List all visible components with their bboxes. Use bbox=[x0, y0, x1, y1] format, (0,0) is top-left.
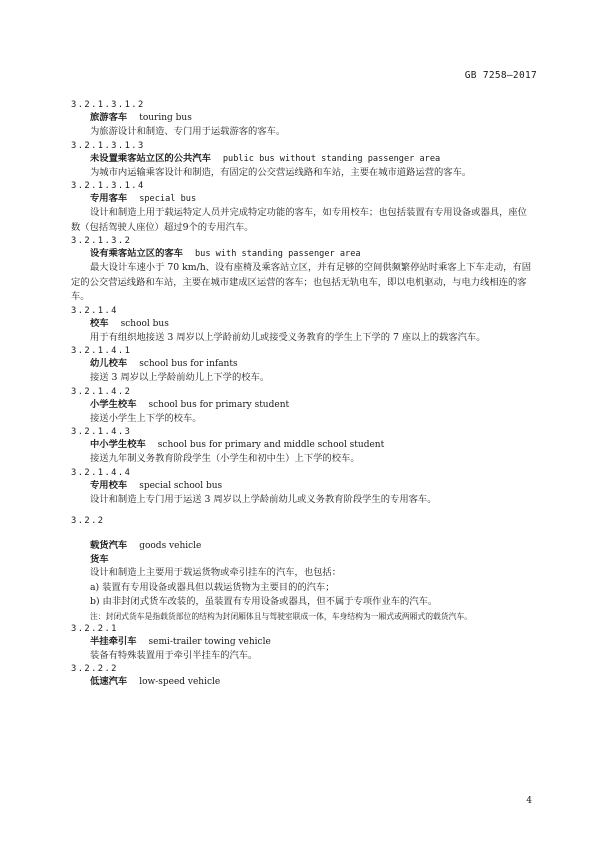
term-line bbox=[90, 152, 533, 166]
term-zh: 专用校车 bbox=[90, 479, 128, 491]
term-en: school bus for infants bbox=[139, 359, 238, 369]
entry-special-school-bus bbox=[71, 467, 533, 508]
term-en: school bus for primary student bbox=[148, 399, 290, 410]
clause-number: 3.2.1.4.4 bbox=[71, 467, 132, 478]
term-en: special school bus bbox=[139, 480, 223, 491]
term-en: public bus without standing passenger area bbox=[222, 153, 441, 164]
list-item: b) 由非封闭式货车改装的，虽装置有专用设备或器具，但不属于专项作业车的汽车。 bbox=[90, 596, 438, 607]
clause-number: 3.2.1.3.1.3 bbox=[71, 140, 145, 151]
term-en: special bus bbox=[139, 194, 197, 204]
definition-text: 接送小学生上下学的校车。 bbox=[90, 412, 202, 424]
note-text: 注：封闭式货车是指载货部位的结构为封闭厢体且与驾驶室联成一体，车身结构为一厢式或两厢式的载货汽车。 bbox=[90, 611, 473, 621]
entry-low-speed-vehicle bbox=[71, 663, 533, 689]
definition-text: 接送九年制义务教育阶段学生（小学生和初中生）上下学的校车。 bbox=[90, 453, 360, 464]
clause-number: 3.2.1.3.2 bbox=[71, 236, 132, 246]
definition-text: 最大设计车速小于 70 km/h、设有座椅及乘客站立区，并有足够的空间供频繁停站时乘客上下车走动，有固定的公交营运线路和车站，主要在城市建成区运营的客车；也包括无轨电车，即以电机驱动，与电力线相连的客车。 bbox=[71, 262, 532, 302]
term-line bbox=[90, 635, 533, 649]
entry-special-bus bbox=[71, 180, 533, 235]
clause-number: 3.2.2.2 bbox=[71, 664, 118, 674]
definition-text: 为城市内运输乘客设计和制造，有固定的公交营运线路和车站，主要在城市道路运营的客车。 bbox=[90, 166, 472, 178]
term-line bbox=[90, 111, 533, 125]
clause-number: 3.2.1.4 bbox=[71, 305, 118, 316]
term-zh: 低速汽车 bbox=[90, 676, 128, 687]
entry-school-bus-primary bbox=[71, 386, 533, 427]
term-zh: 小学生校车 bbox=[90, 398, 137, 410]
term-zh: 设有乘客站立区的客车 bbox=[90, 248, 183, 259]
term-line bbox=[90, 357, 533, 371]
term-en: school bus bbox=[120, 318, 169, 329]
clause-number: 3.2.2 bbox=[71, 516, 105, 526]
definition-text: 用于有组织地接送 3 周岁以上学龄前幼儿或接受义务教育的学生上下学的 7 座以上的载客汽车。 bbox=[90, 331, 486, 343]
term-line bbox=[90, 539, 533, 553]
term-zh-alt: 货车 bbox=[90, 554, 109, 565]
term-en: low-speed vehicle bbox=[139, 677, 221, 687]
definition-text: 接送 3 周岁以上学龄前幼儿上下学的校车。 bbox=[90, 372, 270, 383]
term-line bbox=[90, 398, 533, 412]
definition-text: 设计和制造上用于载运特定人员并完成特定功能的客车，如专用校车；也包括装置有专用设备或器具，座位数（包括驾驶人座位）超过9个的专用汽车。 bbox=[71, 207, 527, 233]
term-zh: 校车 bbox=[90, 317, 109, 329]
term-en: touring bus bbox=[139, 113, 192, 123]
definition-text: 为旅游设计和制造、专门用于运载游客的客车。 bbox=[90, 126, 286, 137]
definitions-list bbox=[71, 99, 533, 689]
list-item: a) 装置有专用设备或器具但以载运货物为主要目的的汽车； bbox=[90, 581, 335, 593]
definition-text: 装备有特殊装置用于牵引半挂车的汽车。 bbox=[90, 649, 258, 661]
entry-school-bus-infants bbox=[71, 345, 533, 386]
term-zh: 未设置乘客站立区的公共汽车 bbox=[90, 152, 211, 164]
term-line bbox=[90, 247, 533, 261]
term-zh: 专用客车 bbox=[90, 193, 128, 204]
entry-school-bus-primary-middle bbox=[71, 426, 533, 467]
term-line bbox=[90, 317, 533, 331]
term-zh: 载货汽车 bbox=[90, 540, 128, 551]
term-line bbox=[90, 675, 533, 689]
term-en: semi-trailer towing vehicle bbox=[148, 636, 271, 647]
definition-text: 设计和制造上主要用于载运货物或牵引挂车的汽车，也包括： bbox=[90, 567, 342, 578]
standard-code-header: GB 7258—2017 bbox=[464, 70, 537, 81]
clause-number: 3.2.2.1 bbox=[71, 623, 118, 634]
definition-text: 设计和制造上专门用于运送 3 周岁以上学龄前幼儿或义务教育阶段学生的专用客车。 bbox=[90, 493, 437, 505]
clause-number: 3.2.1.4.2 bbox=[71, 386, 132, 397]
term-en: bus with standing passenger area bbox=[194, 249, 361, 259]
entry-school-bus bbox=[71, 305, 533, 346]
entry-semi-trailer-towing bbox=[71, 623, 533, 664]
entry-touring-bus bbox=[71, 99, 533, 140]
page-number: 4 bbox=[526, 796, 532, 806]
term-line-alt bbox=[90, 553, 533, 566]
entry-bus-standing-area bbox=[71, 235, 533, 305]
term-zh: 旅游客车 bbox=[90, 112, 128, 123]
term-zh: 半挂牵引车 bbox=[90, 635, 137, 647]
term-line bbox=[90, 438, 533, 452]
term-en: school bus for primary and middle school student bbox=[157, 440, 385, 450]
entry-public-bus bbox=[71, 140, 533, 181]
clause-number: 3.2.1.4.3 bbox=[71, 427, 132, 437]
entry-goods-vehicle bbox=[71, 515, 533, 623]
term-line bbox=[90, 192, 533, 206]
clause-number: 3.2.1.4.1 bbox=[71, 346, 132, 356]
term-zh: 中小学生校车 bbox=[90, 439, 146, 450]
term-en: goods vehicle bbox=[139, 541, 202, 551]
clause-number: 3.2.1.3.1.2 bbox=[71, 100, 145, 110]
spacer bbox=[71, 527, 533, 539]
term-zh: 幼儿校车 bbox=[90, 358, 128, 369]
term-line bbox=[90, 479, 533, 493]
clause-number: 3.2.1.3.1.4 bbox=[71, 181, 145, 191]
